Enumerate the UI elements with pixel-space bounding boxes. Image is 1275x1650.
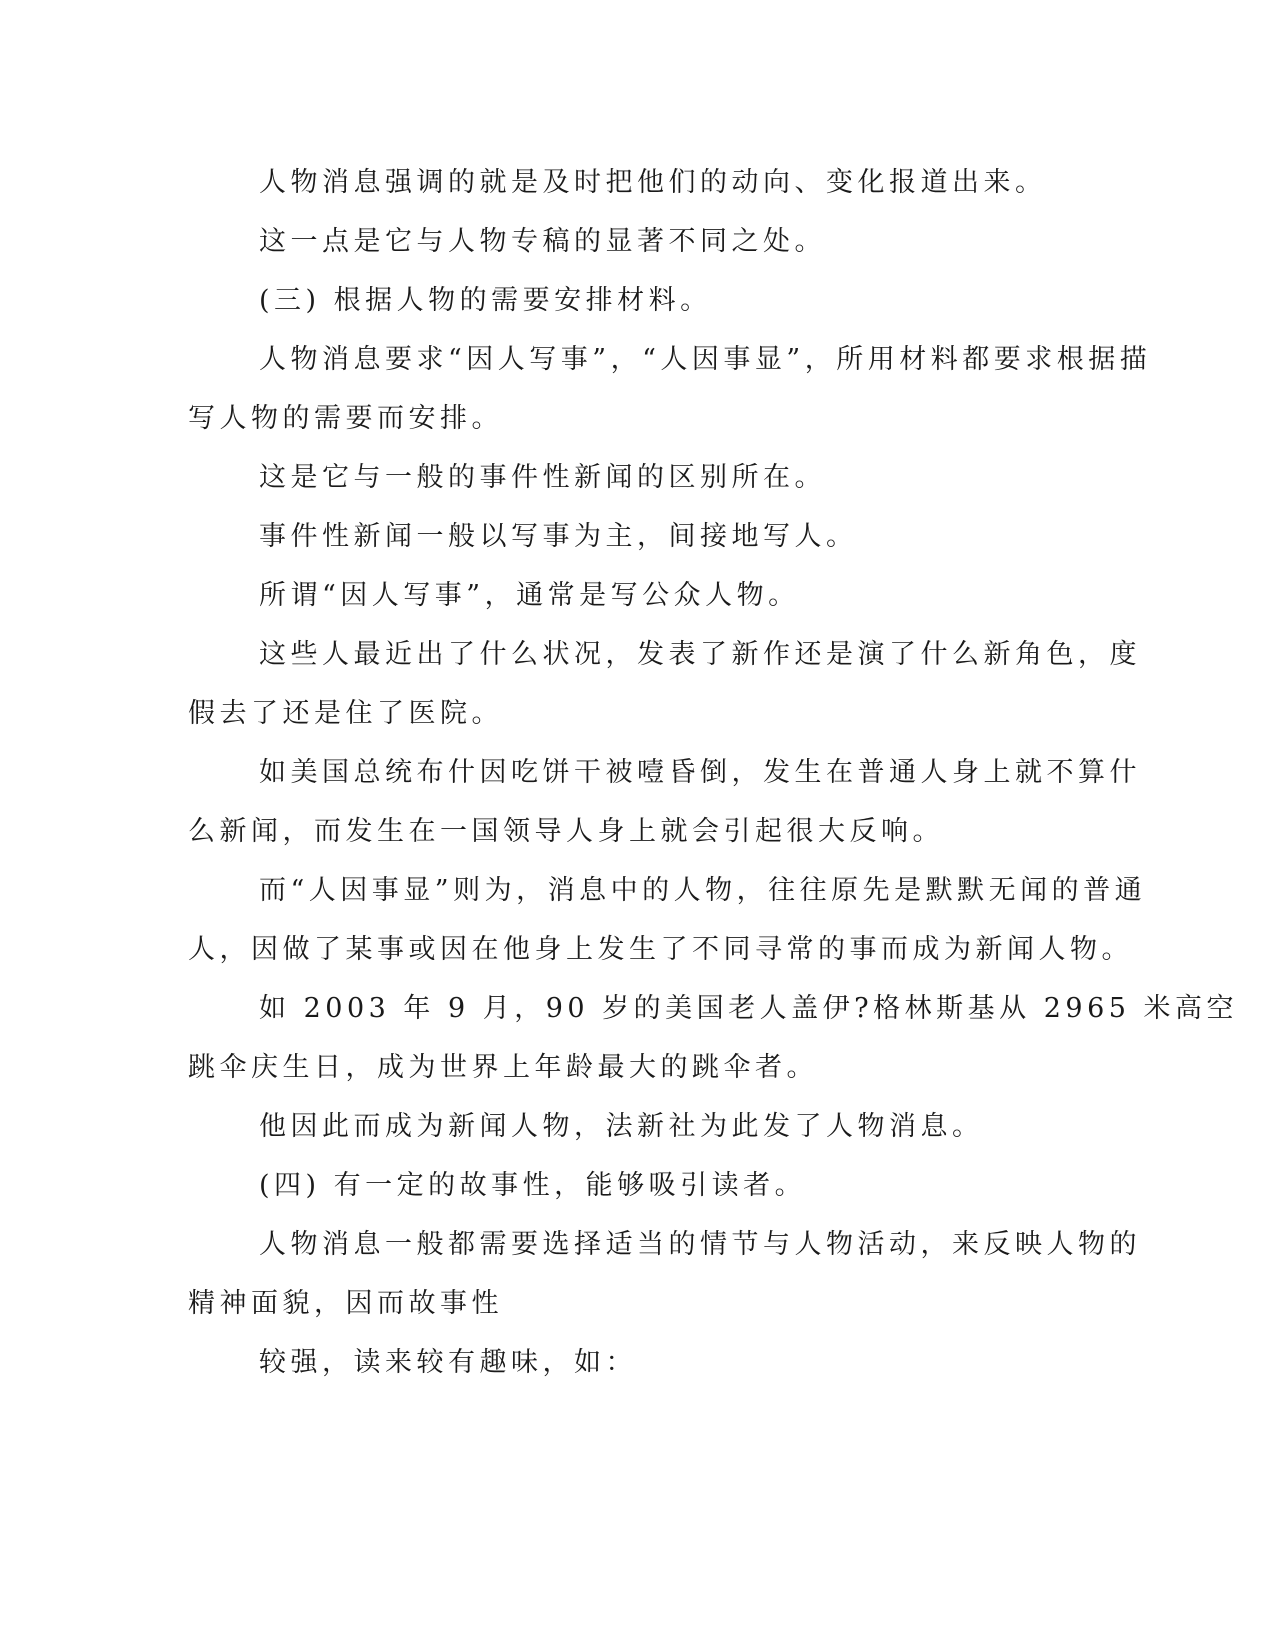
text-line: 人，因做了某事或因在他身上发生了不同寻常的事而成为新闻人物。 bbox=[188, 934, 1133, 965]
text-line: 较强，读来较有趣味，如： bbox=[259, 1347, 637, 1378]
text-line: 如 2003 年 9 月，90 岁的美国老人盖伊?格林斯基从 2965 米高空 bbox=[259, 993, 1239, 1024]
text-line: 所谓“因人写事”，通常是写公众人物。 bbox=[259, 580, 800, 611]
text-line: 如美国总统布什因吃饼干被噎昏倒，发生在普通人身上就不算什 bbox=[259, 757, 1141, 788]
text-line: 他因此而成为新闻人物，法新社为此发了人物消息。 bbox=[259, 1111, 984, 1142]
section-heading-3: (三) 根据人物的需要安排材料。 bbox=[259, 285, 712, 316]
text-line: 人物消息要求“因人写事”，“人因事显”，所用材料都要求根据描 bbox=[259, 344, 1152, 375]
text-line: 人物消息一般都需要选择适当的情节与人物活动，来反映人物的 bbox=[259, 1229, 1141, 1260]
section-heading-4: (四) 有一定的故事性，能够吸引读者。 bbox=[259, 1170, 807, 1201]
text-line: 而“人因事显”则为，消息中的人物，往往原先是默默无闻的普通 bbox=[259, 875, 1147, 906]
text-line: 写人物的需要而安排。 bbox=[188, 403, 503, 434]
text-line: 人物消息强调的就是及时把他们的动向、变化报道出来。 bbox=[259, 167, 1047, 198]
text-line: 这是它与一般的事件性新闻的区别所在。 bbox=[259, 462, 826, 493]
text-line: 假去了还是住了医院。 bbox=[188, 698, 503, 729]
text-line: 这些人最近出了什么状况，发表了新作还是演了什么新角色，度 bbox=[259, 639, 1141, 670]
text-line: 这一点是它与人物专稿的显著不同之处。 bbox=[259, 226, 826, 257]
text-line: 精神面貌，因而故事性 bbox=[188, 1288, 503, 1319]
text-line: 么新闻，而发生在一国领导人身上就会引起很大反响。 bbox=[188, 816, 944, 847]
text-line: 事件性新闻一般以写事为主，间接地写人。 bbox=[259, 521, 858, 552]
text-line: 跳伞庆生日，成为世界上年龄最大的跳伞者。 bbox=[188, 1052, 818, 1083]
